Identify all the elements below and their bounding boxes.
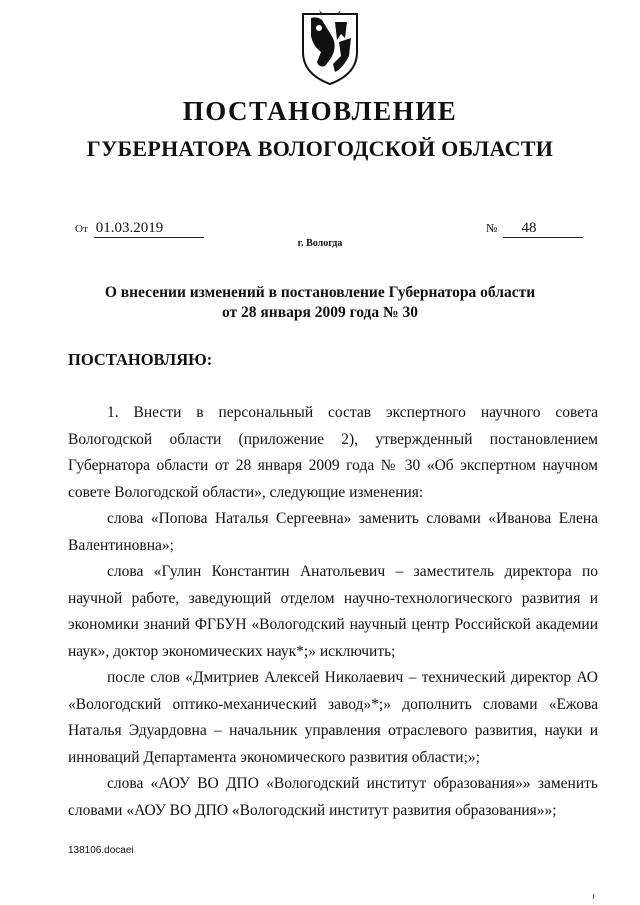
paragraph-remove-gulin: слова «Гулин Константин Анатольевич – заместитель директора по научной работе, заведующий отделом научно-технологического развития и экономики знаний ФГБУН «Вологодский научный центр Российской академии наук», доктор экономических наук*;» исключить; (68, 563, 598, 660)
number-label: № (486, 221, 498, 235)
number-value: 48 (503, 220, 583, 238)
document-title: ПОСТАНОВЛЕНИЕ (182, 96, 458, 126)
page-mark (593, 894, 594, 899)
city-label: г. Вологда (297, 238, 343, 249)
document-subject (0, 283, 640, 323)
number-line (486, 220, 583, 238)
paragraph-add-ezhova: после слов «Дмитриев Алексей Николаевич – технический директор АО «Вологодский оптико-механический завод»*;» дополнить словами «Ежова Наталья Эдуардовна – начальник управления отраслевого развития, науки и инноваций Департамента экономического развития области;»; (68, 669, 598, 766)
decree-heading: ПОСТАНОВЛЯЮ: (68, 350, 213, 369)
date-value: 01.03.2019 (94, 220, 204, 238)
document-code: 138106.docaei (68, 845, 134, 856)
date-label: От (75, 223, 88, 235)
paragraph-replace-popova: слова «Попова Наталья Сергеевна» заменить словами «Иванова Елена Валентиновна»; (68, 510, 598, 554)
document-body (68, 400, 598, 824)
coat-of-arms-icon (295, 8, 365, 88)
subject-line-1: О внесении изменений в постановление Губернатора области (104, 284, 536, 301)
paragraph-replace-institute: слова «АОУ ВО ДПО «Вологодский институт образования»» заменить словами «АОУ ВО ДПО «Вологодский институт развития образования»»; (68, 775, 598, 819)
subject-line-2: от 28 января 2009 года № 30 (222, 304, 418, 321)
paragraph-item-1: 1. Внести в персональный состав экспертного научного совета Вологодской области (приложение 2), утвержденный постановлением Губернатора области от 28 января 2009 года № 30 «Об экспертном научном совете Вологодской области», следующие изменения: (68, 404, 598, 501)
document-issuer: ГУБЕРНАТОРА ВОЛОГОДСКОЙ ОБЛАСТИ (86, 136, 554, 161)
date-line (75, 220, 204, 238)
